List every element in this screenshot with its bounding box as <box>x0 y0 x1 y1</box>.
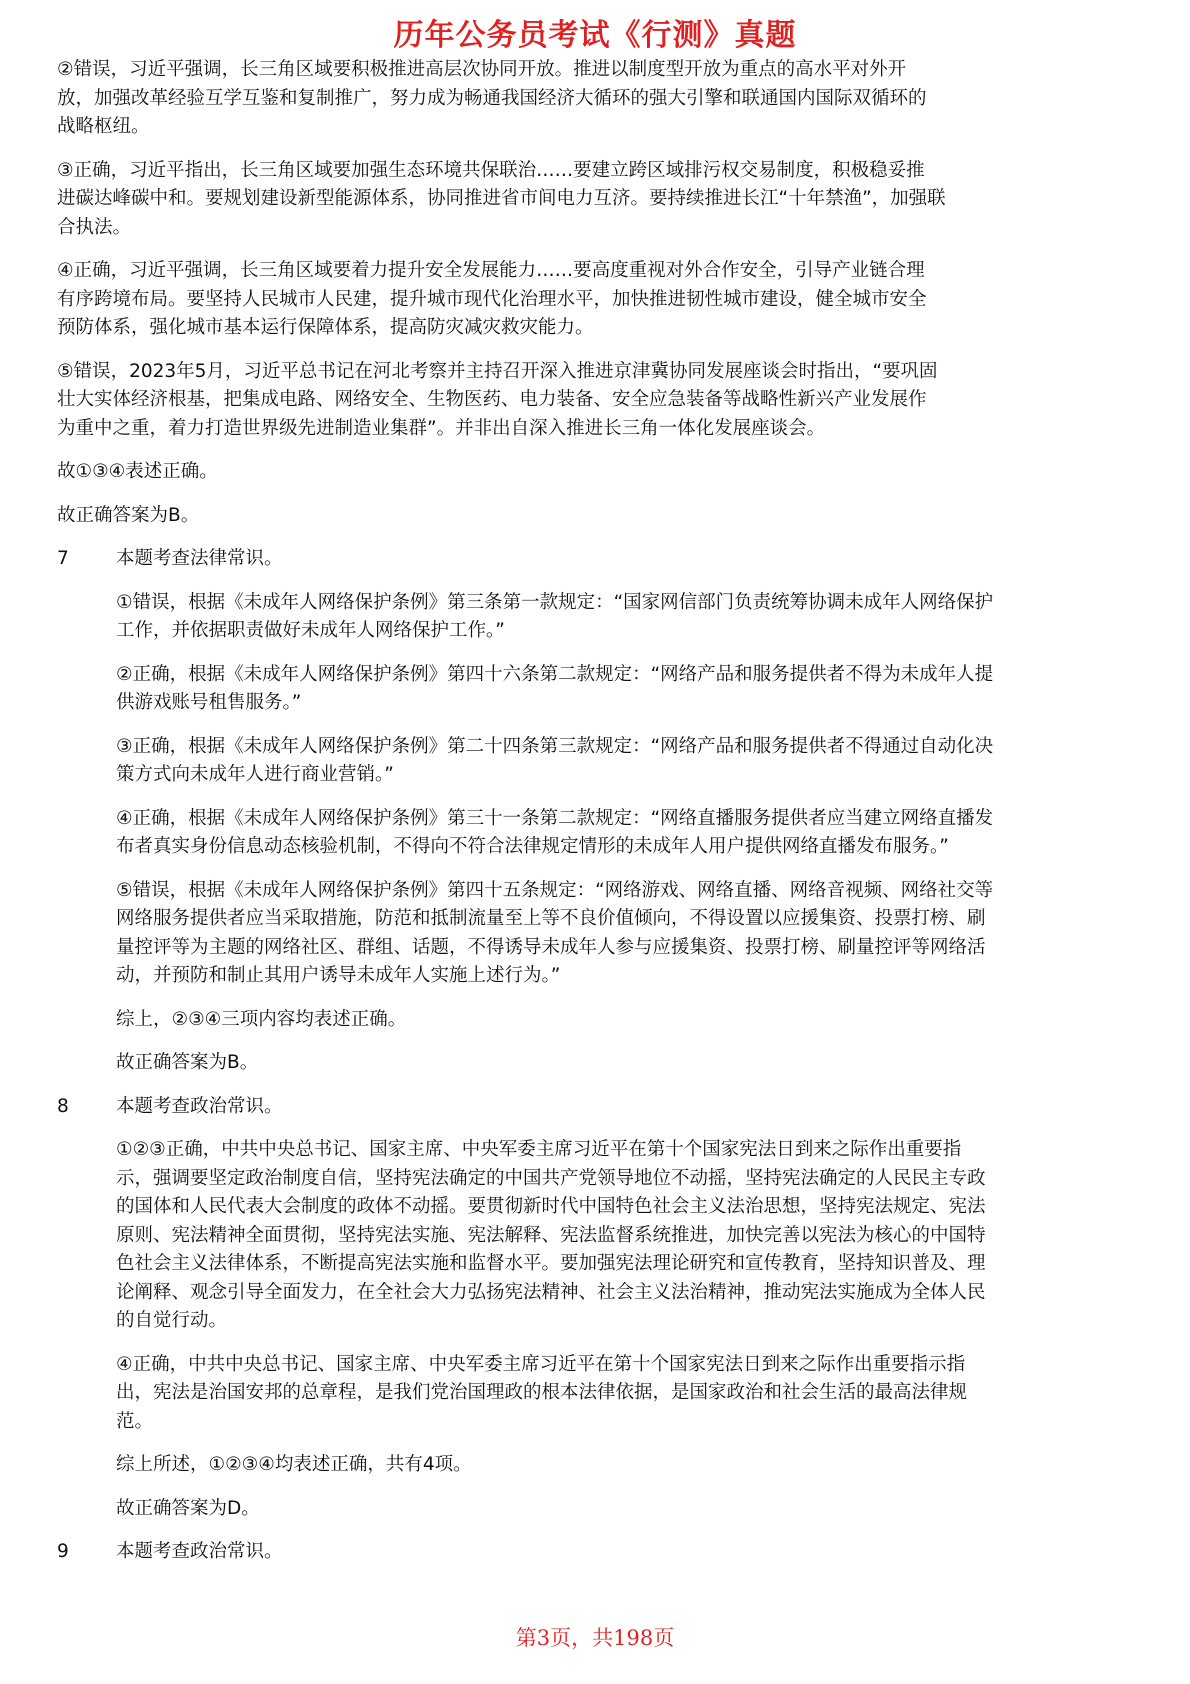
paragraph: 综上所述，①②③④均表述正确，共有4项。 <box>116 1454 472 1475</box>
question-title: 本题考查法律常识。 <box>116 548 283 569</box>
paragraph: ⑤错误，2023年5月，习近平总书记在河北考察并主持召开深入推进京津冀协同发展座谈会时指出，“要巩固 壮大实体经济根基，把集成电路、网络安全、生物医药、电力装备、安全应急装备等战略性新兴产业发展作 为重中之重，着力打造世界级先进制造业集群”。并非出自深入推进长三角一体化发展座谈会。 <box>57 360 938 439</box>
page-header-title: 历年公务员考试《行测》真题 <box>393 18 797 53</box>
question-title: 本题考查政治常识。 <box>116 1095 283 1117</box>
paragraph: ⑤错误，根据《未成年人网络保护条例》第四十五条规定：“网络游戏、网络直播、网络音视频、网络社交等 网络服务提供者应当采取措施，防范和抵制流量至上等不良价值倾向，不得设置以应援集资、投票打榜、刷 量控评等为主题的网络社区、群组、话题，不得诱导未成年人参与应援集资、投票打榜、刷量控评等网络活 动，并预防和制止其用户诱导未成年人实施上述行为。” <box>116 879 994 986</box>
paragraph: 故①③④表述正确。 <box>57 461 218 482</box>
paragraph: ④正确，习近平强调，长三角区域要着力提升安全发展能力……要高度重视对外合作安全，引导产业链合理 有序跨境布局。要坚持人民城市人民建，提升城市现代化治理水平，加快推进韧性城市建设，健全城市安全 预防体系，强化城市基本运行保障体系，提高防灾减灾救灾能力。 <box>57 260 927 338</box>
question-title: 本题考查政治常识。 <box>116 1541 283 1562</box>
answer-line: 故正确答案为B。 <box>116 1052 259 1073</box>
paragraph: ①错误，根据《未成年人网络保护条例》第三条第一款规定：“国家网信部门负责统筹协调未成年人网络保护 工作，并依据职责做好未成年人网络保护工作。” <box>116 591 994 641</box>
question-9-heading <box>57 1538 1127 1567</box>
answer-line: 故正确答案为D。 <box>116 1497 260 1519</box>
question-number: 7 <box>57 548 69 569</box>
paragraph: ①②③正确，中共中央总书记、国家主席、中央军委主席习近平在第十个国家宪法日到来之际作出重要指 示，强调要坚定政治制度自信，坚持宪法确定的中国共产党领导地位不动摇，坚持宪法确定的人民民主专政 的国体和人民代表大会制度的政体不动摇。要贯彻新时代中国特色社会主义法治思想，坚持宪法规定、宪法 原则、宪法精神全面贯彻，坚持宪法实施、宪法解释、宪法监督系统推进，加快完善以宪法为核心的中国特 色社会主义法律体系，不断提高宪法实施和监督水平。要加强宪法理论研究和宣传教育，坚持知识普及、理 论阐释、观念引导全面发力，在全社会大力弘扬宪法精神、社会主义法治精神，推动宪法实施成为全体人民 的自觉行动。 <box>116 1139 986 1331</box>
paragraph: 综上，②③④三项内容均表述正确。 <box>116 1008 407 1030</box>
paragraph: ②错误，习近平强调，长三角区域要积极推进高层次协同开放。推进以制度型开放为重点的高水平对外开 放，加强改革经验互学互鉴和复制推广，努力成为畅通我国经济大循环的强大引擎和联通国内国际双循环的 战略枢纽。 <box>57 59 927 137</box>
question-number: 8 <box>57 1095 69 1117</box>
answer-line: 故正确答案为B。 <box>57 504 200 526</box>
question-8-heading <box>57 1093 1127 1122</box>
paragraph: ④正确，中共中央总书记、国家主席、中央军委主席习近平在第十个国家宪法日到来之际作出重要指示指 出，宪法是治国安邦的总章程，是我们党治国理政的根本法律依据，是国家政治和社会生活的最高法律规 范。 <box>116 1353 968 1432</box>
page-number-footer: 第3页，共198页 <box>515 1626 675 1650</box>
document-body <box>57 56 1127 1582</box>
paragraph: ②正确，根据《未成年人网络保护条例》第四十六条第二款规定：“网络产品和服务提供者不得为未成年人提 供游戏账号租售服务。” <box>116 663 994 713</box>
question-number: 9 <box>57 1541 69 1562</box>
paragraph: ③正确，习近平指出，长三角区域要加强生态环境共保联治……要建立跨区域排污权交易制度，积极稳妥推 进碳达峰碳中和。要规划建设新型能源体系，协同推进省市间电力互济。要持续推进长江“十年禁渔”，加强联 合执法。 <box>57 159 946 238</box>
paragraph: ④正确，根据《未成年人网络保护条例》第三十一条第二款规定：“网络直播服务提供者应当建立网络直播发 布者真实身份信息动态核验机制，不得向不符合法律规定情形的未成年人用户提供网络直播发布服务。” <box>116 807 994 857</box>
paragraph: ③正确，根据《未成年人网络保护条例》第二十四条第三款规定：“网络产品和服务提供者不得通过自动化决 策方式向未成年人进行商业营销。” <box>116 735 994 785</box>
question-7-heading <box>57 545 1127 574</box>
